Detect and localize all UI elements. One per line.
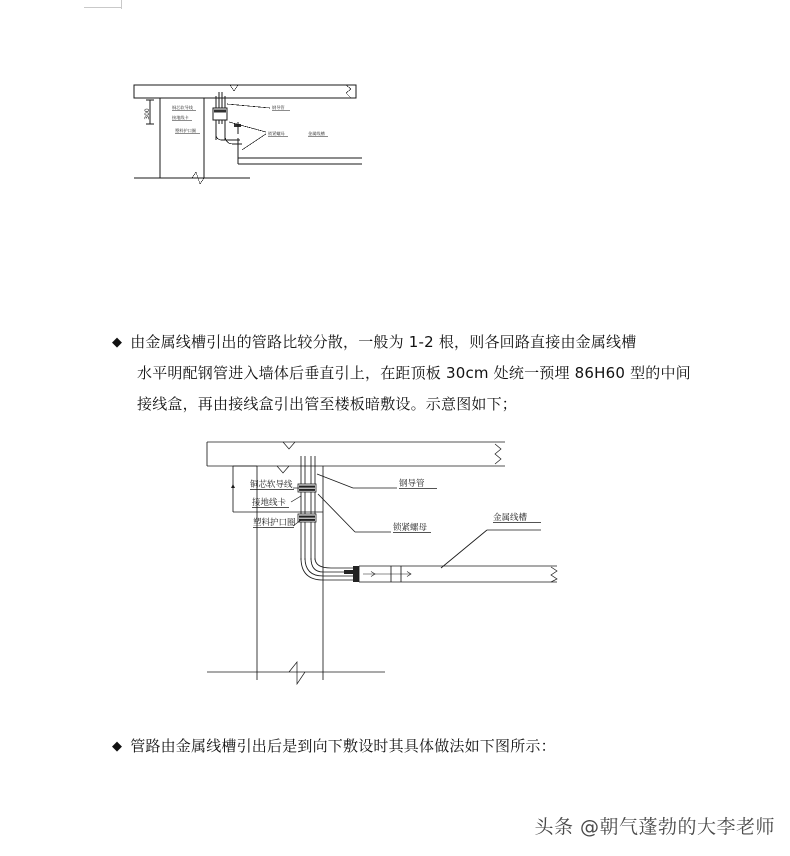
paragraph-1-line-1-text: 由金属线槽引出的管路比较分散，一般为 1-2 根，则各回路直接由金属线槽	[130, 333, 637, 351]
label-steel-conduit-bottom: 钢导管	[399, 479, 425, 489]
label-metal-trough-bottom: 金属线槽	[493, 513, 528, 523]
dimension-label-300: 300	[144, 108, 151, 120]
label-metal-trough-top: 金属线槽	[308, 131, 325, 136]
label-plastic-ring-top: 塑料护口圈	[175, 128, 196, 133]
bullet-icon-2: ◆	[112, 739, 123, 754]
bullet-icon: ◆	[112, 335, 123, 350]
paragraph-1-line-1	[112, 327, 691, 358]
label-lock-nut-bottom: 锁紧螺母	[393, 523, 428, 533]
label-ground-clamp-top: 接地线卡	[172, 115, 189, 120]
paragraph-1-line-2: 水平明配钢管进入墙体后垂直引上，在距顶板 30cm 处统一预埋 86H60 型的中间	[137, 364, 691, 382]
figure-pipe-routing-downward	[205, 440, 595, 690]
label-lock-nut-top: 锁紧螺母	[268, 131, 285, 136]
paragraph-2-line-1-text: 管路由金属线槽引出后是到向下敷设时其具体做法如下图所示：	[130, 737, 556, 755]
label-copper-wire-bottom: 铜芯软导线	[250, 480, 293, 490]
paragraph-2-line-1	[112, 731, 556, 762]
margin-crop-mark-vertical	[121, 0, 122, 9]
margin-crop-mark	[84, 7, 122, 8]
figure-pipe-routing-upward	[130, 78, 380, 193]
label-steel-conduit-top: 钢导管	[272, 105, 285, 110]
label-copper-wire-top: 铜芯软导线	[172, 105, 193, 110]
paragraph-1-line-3: 接线盒，再由接线盒引出管至楼板暗敷设。示意图如下；	[137, 395, 518, 413]
paragraph-1	[112, 327, 691, 420]
watermark-attribution: 头条 @朝气蓬勃的大李老师	[534, 816, 775, 838]
label-plastic-ring-bottom: 塑料护口圈	[253, 518, 296, 528]
label-ground-clamp-bottom: 接地线卡	[252, 498, 287, 508]
paragraph-2	[112, 731, 556, 762]
